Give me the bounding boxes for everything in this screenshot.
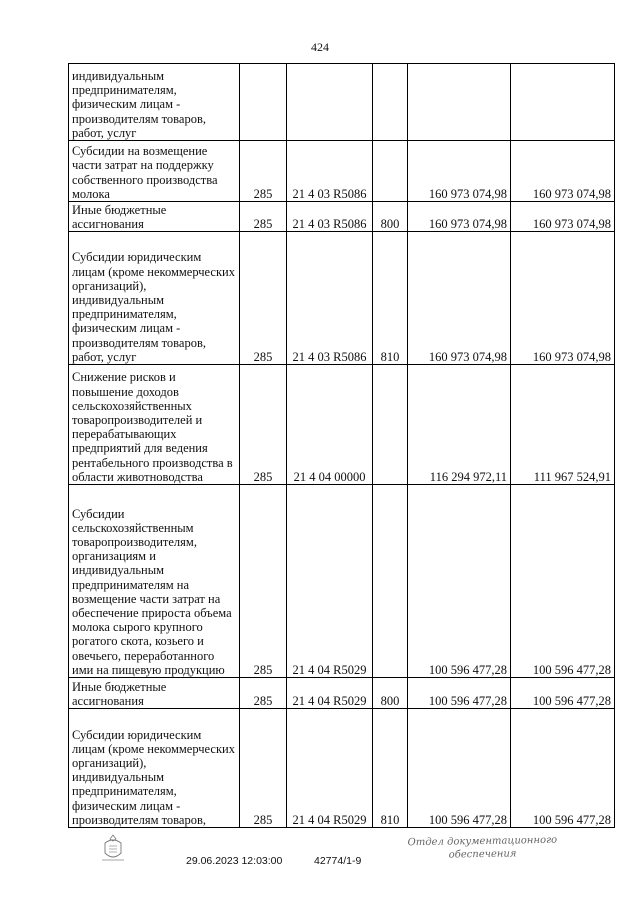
table-row — [69, 709, 615, 828]
table-row — [69, 141, 615, 202]
expense-type-cell — [373, 141, 408, 202]
amount-year2-cell: 100 596 477,28 — [511, 485, 615, 678]
department-stamp — [400, 834, 565, 863]
amount-year1-cell: 100 596 477,28 — [408, 678, 511, 709]
stamp-line-1: Отдел документационного — [407, 834, 558, 849]
amount-year1-cell: 160 973 074,98 — [408, 232, 511, 365]
page-number: 424 — [311, 40, 329, 54]
row-name-cell: Субсидии на возмещение части затрат на поддержку собственного производства молока — [69, 141, 240, 202]
target-article-cell: 21 4 03 R5086 — [287, 141, 373, 202]
amount-year2-cell: 160 973 074,98 — [511, 202, 615, 232]
amount-year2-cell — [511, 64, 615, 141]
expense-type-cell — [373, 64, 408, 141]
amount-year2-cell: 160 973 074,98 — [511, 141, 615, 202]
expense-type-cell: 810 — [373, 232, 408, 365]
target-article-cell: 21 4 04 R5029 — [287, 485, 373, 678]
row-name-cell: Снижение рисков и повышение доходов сельскохозяйственных товаропроизводителей и перерабатывающих предприятий для ведения рентабельного производства в области животноводства — [69, 365, 240, 485]
row-name-cell: Иные бюджетные ассигнования — [69, 678, 240, 709]
row-name-cell: индивидуальным предпринимателям, физическим лицам - производителям товаров, работ, услуг — [69, 64, 240, 141]
target-article-cell: 21 4 03 R5086 — [287, 202, 373, 232]
ministry-code-cell: 285 — [240, 709, 287, 828]
ministry-code-cell — [240, 64, 287, 141]
expense-type-cell: 800 — [373, 678, 408, 709]
amount-year1-cell: 100 596 477,28 — [408, 485, 511, 678]
table-row — [69, 485, 615, 678]
amount-year1-cell: 100 596 477,28 — [408, 709, 511, 828]
amount-year2-cell: 111 967 524,91 — [511, 365, 615, 485]
footer-datetime: 29.06.2023 12:03:00 — [186, 855, 283, 867]
row-name-cell: Субсидии юридическим лицам (кроме некоммерческих организаций), индивидуальным предпринимателям, физическим лицам - производителям товаров, — [69, 709, 240, 828]
budget-table — [68, 63, 615, 828]
ministry-code-cell: 285 — [240, 678, 287, 709]
target-article-cell: 21 4 04 R5029 — [287, 709, 373, 828]
amount-year1-cell — [408, 64, 511, 141]
row-name-cell: Субсидии сельскохозяйственным товаропроизводителям, организациям и индивидуальным предпринимателям на возмещение части затрат на обеспечение прироста объема молока сырого крупного рогатого скота, козьего и овечьего, переработанного ими на пищевую продукцию — [69, 485, 240, 678]
target-article-cell: 21 4 04 R5029 — [287, 678, 373, 709]
expense-type-cell: 810 — [373, 709, 408, 828]
table-row — [69, 678, 615, 709]
table-row — [69, 202, 615, 232]
ministry-code-cell: 285 — [240, 485, 287, 678]
row-name-cell: Иные бюджетные ассигнования — [69, 202, 240, 232]
footer-doc-id: 42774/1-9 — [314, 855, 362, 867]
ministry-code-cell: 285 — [240, 365, 287, 485]
expense-type-cell — [373, 485, 408, 678]
target-article-cell: 21 4 03 R5086 — [287, 232, 373, 365]
expense-type-cell — [373, 365, 408, 485]
amount-year1-cell: 160 973 074,98 — [408, 141, 511, 202]
stamp-line-2: обеспечения — [448, 848, 517, 861]
amount-year2-cell: 100 596 477,28 — [511, 678, 615, 709]
target-article-cell: 21 4 04 00000 — [287, 365, 373, 485]
amount-year1-cell: 116 294 972,11 — [408, 365, 511, 485]
table-row — [69, 365, 615, 485]
row-name-cell: Субсидии юридическим лицам (кроме некоммерческих организаций), индивидуальным предпринимателям, физическим лицам - производителям товаров, работ, услуг — [69, 232, 240, 365]
amount-year1-cell: 160 973 074,98 — [408, 202, 511, 232]
crest-emblem-icon — [100, 833, 126, 863]
expense-type-cell: 800 — [373, 202, 408, 232]
ministry-code-cell: 285 — [240, 202, 287, 232]
target-article-cell — [287, 64, 373, 141]
amount-year2-cell: 160 973 074,98 — [511, 232, 615, 365]
ministry-code-cell: 285 — [240, 141, 287, 202]
ministry-code-cell: 285 — [240, 232, 287, 365]
table-row — [69, 232, 615, 365]
amount-year2-cell: 100 596 477,28 — [511, 709, 615, 828]
table-row — [69, 64, 615, 141]
